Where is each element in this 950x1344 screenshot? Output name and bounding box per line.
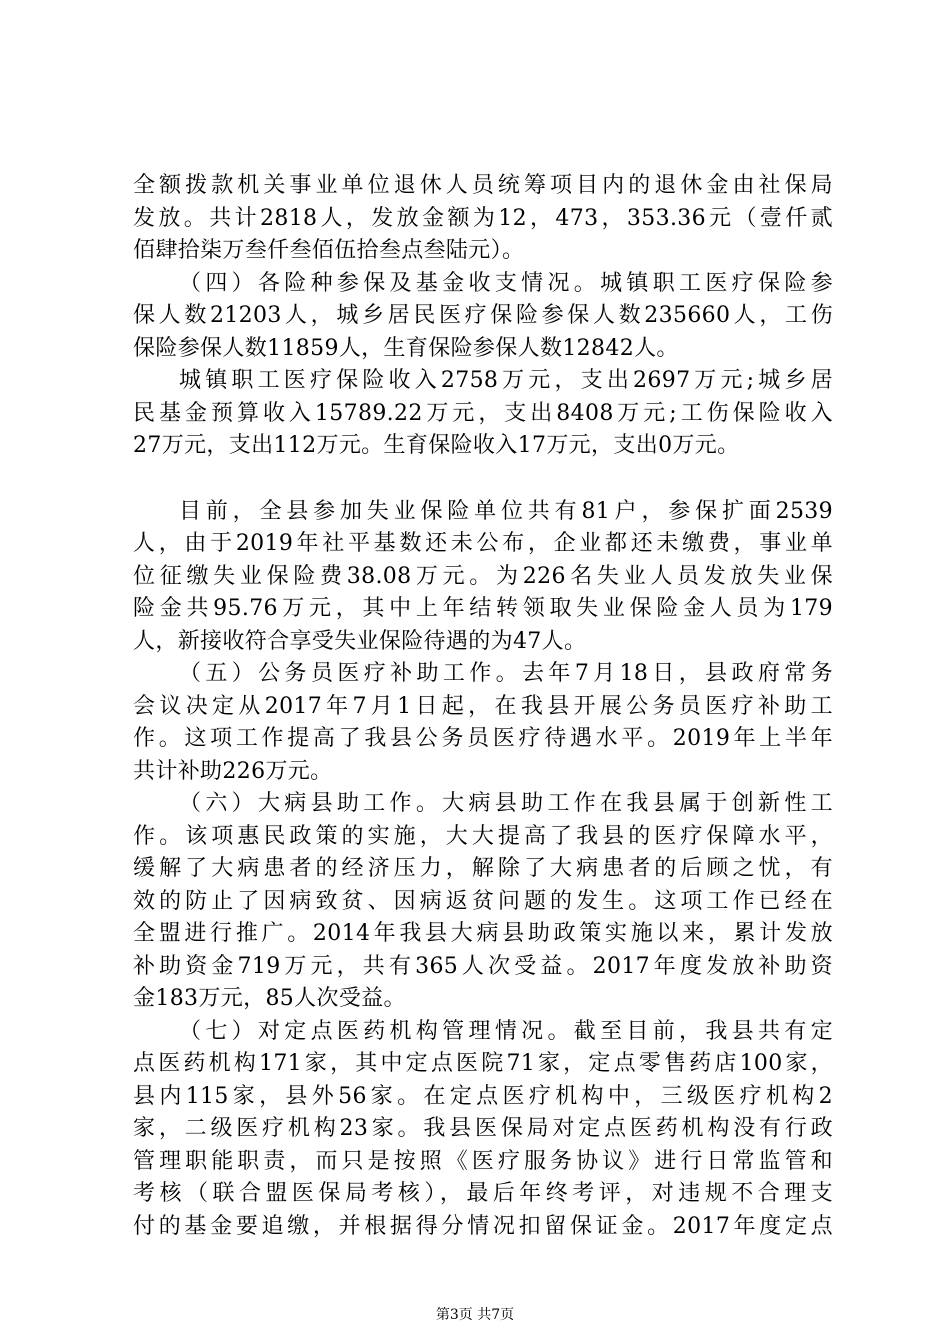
text-line: 家，二级医疗机构23家。我县医保局对定点医药机构没有行政 <box>133 1116 833 1141</box>
text-line: 27万元，支出112万元。生育保险收入17万元，支出0万元。 <box>133 433 740 458</box>
text-line: 发放。共计2818人，发放金额为12，473，353.36元（壹仟贰 <box>133 205 833 231</box>
text-line: 保险参保人数11859人，生育保险参保人数12842人。 <box>133 335 679 361</box>
text-line: 城镇职工医疗保险收入2758万元，支出2697万元;城乡居 <box>179 368 833 393</box>
text-line: 考核（联合盟医保局考核），最后年终考评，对违规不合理支 <box>133 1181 833 1206</box>
text-line: 共计补助226万元。 <box>133 758 333 784</box>
text-line: 保人数21203人，城乡居民医疗保险参保人数235660人，工伤 <box>133 303 833 328</box>
text-line: 作。这项工作提高了我县公务员医疗待遇水平。2019年上半年 <box>133 726 833 751</box>
text-line: 作。该项惠民政策的实施，大大提高了我县的医疗保障水平， <box>133 823 833 849</box>
text-line: 人，新接收符合享受失业保险待遇的为47人。 <box>133 628 587 654</box>
text-line: （七）对定点医药机构管理情况。截至目前，我县共有定 <box>179 1018 833 1044</box>
text-line: 人，由于2019年社平基数还未公布，企业都还未缴费，事业单 <box>133 531 833 556</box>
text-line: 管理职能职责，而只是按照《医疗服务协议》进行日常监管和 <box>133 1148 833 1174</box>
text-block-unemployment-and-medical <box>133 496 833 1244</box>
text-line: 金183万元，85人次受益。 <box>133 986 406 1011</box>
text-line: 全盟进行推广。2014年我县大病县助政策实施以来，累计发放 <box>133 921 833 946</box>
text-line: （六）大病县助工作。大病县助工作在我县属于创新性工 <box>179 791 833 816</box>
paragraph-gap <box>133 463 833 496</box>
text-line: 民基金预算收入15789.22万元，支出8408万元;工伤保险收入 <box>133 400 833 426</box>
text-line: 险金共95.76万元，其中上年结转领取失业保险金人员为179 <box>133 596 833 621</box>
text-line: 付的基金要追缴，并根据得分情况扣留保证金。2017年度定点 <box>133 1213 833 1239</box>
text-line: 县内115家，县外56家。在定点医疗机构中，三级医疗机构2 <box>133 1083 833 1109</box>
text-block-pension-and-insurance <box>133 170 833 463</box>
page-footer: 第3页 共7页 <box>435 1307 515 1323</box>
text-line: 位征缴失业保险费38.08万元。为226名失业人员发放失业保 <box>133 563 833 589</box>
document-body <box>133 170 833 1243</box>
text-line: （四）各险种参保及基金收支情况。城镇职工医疗保险参 <box>179 270 833 296</box>
text-line: 点医药机构171家，其中定点医院71家，定点零售药店100家， <box>133 1051 833 1076</box>
text-line: （五）公务员医疗补助工作。去年7月18日，县政府常务 <box>179 661 833 686</box>
text-line: 目前，全县参加失业保险单位共有81户，参保扩面2539 <box>179 498 833 524</box>
text-line: 缓解了大病患者的经济压力，解除了大病患者的后顾之忧，有 <box>133 856 833 881</box>
text-line: 效的防止了因病致贫、因病返贫问题的发生。这项工作已经在 <box>133 888 833 914</box>
text-line: 全额拨款机关事业单位退休人员统筹项目内的退休金由社保局 <box>133 173 833 198</box>
text-line: 佰肆拾柒万叁仟叁佰伍拾叁点叁陆元）。 <box>133 238 525 263</box>
text-line: 补助资金719万元，共有365人次受益。2017年度发放补助资 <box>133 953 833 979</box>
text-line: 会议决定从2017年7月1日起，在我县开展公务员医疗补助工 <box>133 693 833 719</box>
